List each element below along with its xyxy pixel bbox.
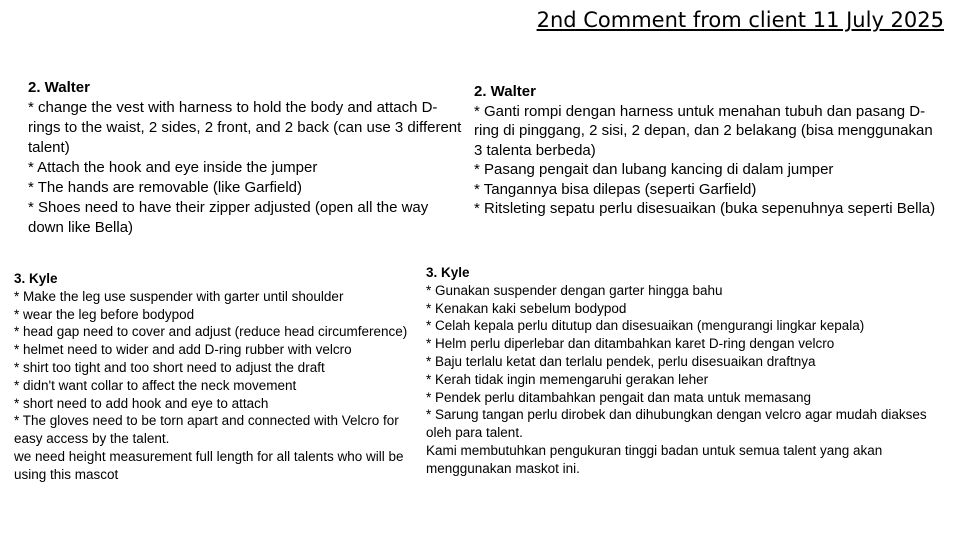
walter-heading-english: 2. Walter — [28, 79, 90, 96]
kyle-english-line: * helmet need to wider and add D-ring rubber with velcro — [14, 342, 352, 358]
kyle-english-line: * head gap need to cover and adjust (reduce head circumference) — [14, 324, 408, 340]
walter-indonesian-line: * Ritsleting sepatu perlu disesuaikan (buka sepenuhnya seperti Bella) — [474, 200, 936, 217]
kyle-indonesian-line: * Sarung tangan perlu dirobek dan dihubungkan dengan velcro agar mudah diakses oleh para talent. — [426, 407, 927, 441]
walter-english-line: * Attach the hook and eye inside the jumper — [28, 159, 318, 176]
kyle-indonesian-line: * Kerah tidak ingin memengaruhi gerakan leher — [426, 371, 709, 387]
kyle-notes-english — [14, 270, 414, 484]
kyle-english-line: * wear the leg before bodypod — [14, 306, 195, 322]
kyle-indonesian-line: * Kenakan kaki sebelum bodypod — [426, 300, 627, 316]
walter-indonesian-line: * Pasang pengait dan lubang kancing di dalam jumper — [474, 161, 834, 178]
walter-english-line: * change the vest with harness to hold the body and attach D-rings to the waist, 2 sides, 2 front, and 2 back (can use 3 different talent) — [28, 99, 462, 156]
walter-indonesian-line: * Ganti rompi dengan harness untuk menahan tubuh dan pasang D-ring di pinggang, 2 sisi, 2 depan, dan 2 belakang (bisa menggunakan 3 talenta berbeda) — [474, 102, 933, 159]
kyle-heading-english: 3. Kyle — [14, 271, 58, 286]
kyle-english-line: * short need to add hook and eye to attach — [14, 395, 269, 411]
kyle-english-line: * Make the leg use suspender with garter until shoulder — [14, 288, 344, 304]
walter-heading-indonesian: 2. Walter — [474, 83, 536, 100]
kyle-indonesian-line: * Baju terlalu ketat dan terlalu pendek, perlu disesuaikan draftnya — [426, 353, 816, 369]
kyle-english-line: * didn't want collar to affect the neck movement — [14, 377, 297, 393]
walter-notes-english — [28, 78, 468, 238]
kyle-english-line: we need height measurement full length for all talents who will be using this mascot — [14, 448, 404, 482]
kyle-indonesian-line: * Pendek perlu ditambahkan pengait dan mata untuk memasang — [426, 389, 812, 405]
kyle-english-line: * shirt too tight and too short need to adjust the draft — [14, 359, 325, 375]
page-title: 2nd Comment from client 11 July 2025 — [536, 8, 944, 32]
walter-english-line: * The hands are removable (like Garfield) — [28, 179, 303, 196]
kyle-indonesian-line: Kami membutuhkan pengukuran tinggi badan untuk semua talent yang akan menggunakan maskot ini. — [426, 442, 883, 476]
kyle-english-line: * The gloves need to be torn apart and connected with Velcro for easy access by the talent. — [14, 413, 399, 447]
walter-english-line: * Shoes need to have their zipper adjusted (open all the way down like Bella) — [28, 199, 429, 236]
kyle-heading-indonesian: 3. Kyle — [426, 265, 470, 280]
kyle-notes-indonesian — [426, 264, 946, 478]
kyle-indonesian-line: * Gunakan suspender dengan garter hingga bahu — [426, 282, 723, 298]
kyle-indonesian-line: * Helm perlu diperlebar dan ditambahkan karet D-ring dengan velcro — [426, 336, 835, 352]
walter-notes-indonesian — [474, 82, 944, 219]
kyle-indonesian-line: * Celah kepala perlu ditutup dan disesuaikan (mengurangi lingkar kepala) — [426, 318, 865, 334]
walter-indonesian-line: * Tangannya bisa dilepas (seperti Garfield) — [474, 180, 757, 198]
